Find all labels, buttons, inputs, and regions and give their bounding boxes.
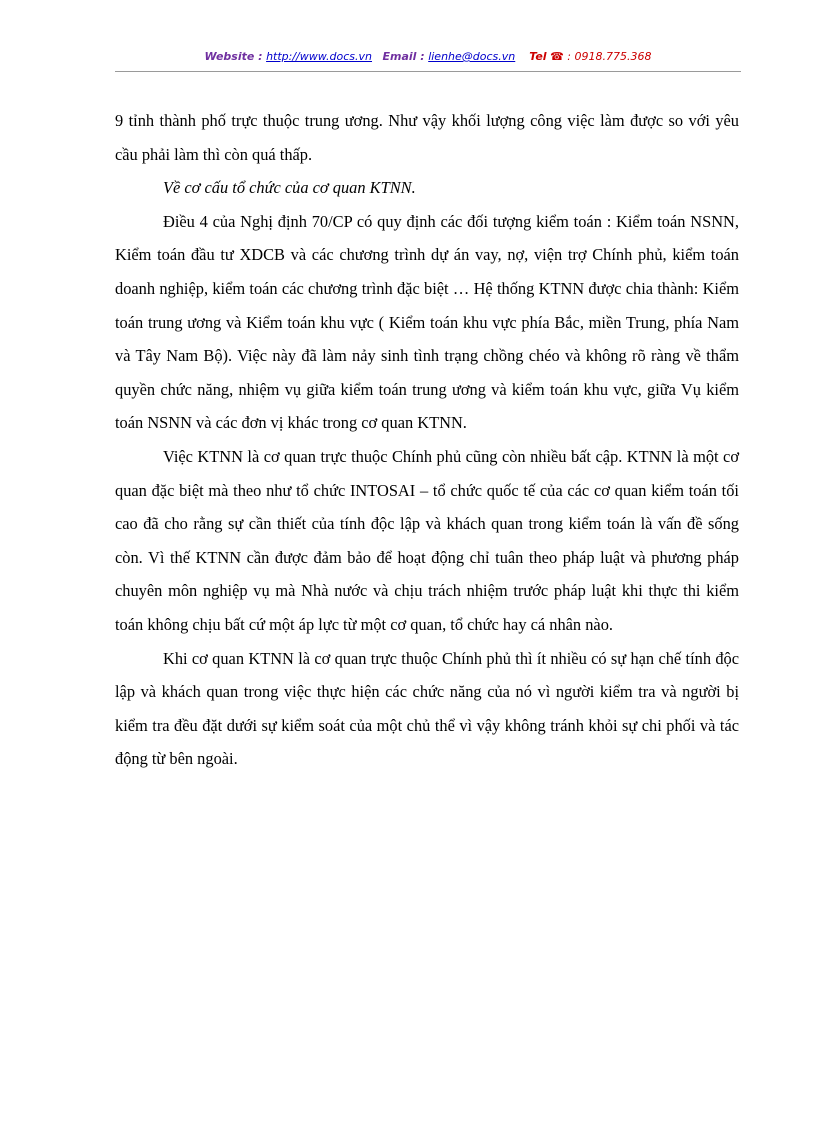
paragraph-audit-structure: Điều 4 của Nghị định 70/CP có quy định các đối tượng kiểm toán : Kiểm toán NSNN, Kiểm toán đầu tư XDCB và các chương trình dự án vay, nợ, viện trợ Chính phủ, kiểm toán doanh nghiệp, kiểm toán các chương trình đặc biệt … Hệ thống KTNN được chia thành: Kiểm toán trung ương và Kiểm toán khu vực ( Kiểm toán khu vực phía Bắc, miền Trung, phía Nam và Tây Nam Bộ). Việc này đã làm nảy sinh tình trạng chồng chéo và không rõ ràng về thẩm quyền chức năng, nhiệm vụ giữa kiểm toán trung ương và kiểm toán khu vực, giữa Vụ kiểm toán NSNN và các đơn vị khác trong cơ quan KTNN.: [115, 211, 739, 433]
paragraph-independence: Việc KTNN là cơ quan trực thuộc Chính phủ cũng còn nhiều bất cập. KTNN là một cơ quan đặc biệt mà theo như tổ chức INTOSAI – tổ chức quốc tế của các cơ quan kiểm toán tối cao đã cho rằng sự cần thiết của tính độc lập và khách quan trong kiểm toán là vấn đề sống còn. Vì thế KTNN cần được đảm bảo để hoạt động chỉ tuân theo pháp luật và phương pháp chuyên môn nghiệp vụ mà Nhà nước và chịu trách nhiệm trước pháp luật khi thực thi kiểm toán không chịu bất cứ một áp lực từ một cơ quan, tổ chức hay cá nhân nào.: [115, 446, 739, 634]
paragraph-continuation: 9 tỉnh thành phố trực thuộc trung ương. Như vậy khối lượng công việc làm được so với yêu cầu phải làm thì còn quá thấp.: [115, 111, 739, 164]
tel-label: Tel: [529, 50, 547, 63]
email-label: Email :: [382, 50, 425, 63]
paragraph-government-control: Khi cơ quan KTNN là cơ quan trực thuộc Chính phủ thì ít nhiều có sự hạn chế tính độc lập và khách quan trong việc thực hiện các chức năng của nó vì người kiểm tra và người bị kiểm tra đều đặt dưới sự kiểm soát của một chủ thể vì vậy không tránh khỏi sự chi phối và tác động từ bên ngoài.: [115, 648, 739, 769]
section-subheading: Về cơ cấu tổ chức của cơ quan KTNN.: [163, 178, 416, 198]
website-label: Website :: [204, 50, 263, 63]
document-body: [115, 104, 739, 776]
telephone-icon: ☎: [550, 50, 564, 63]
header-divider: [115, 71, 741, 72]
email-link[interactable]: lienhe@docs.vn: [428, 50, 516, 63]
website-link[interactable]: http://www.docs.vn: [266, 50, 373, 63]
phone-number: : 0918.775.368: [567, 50, 652, 63]
page-header: [115, 50, 741, 63]
